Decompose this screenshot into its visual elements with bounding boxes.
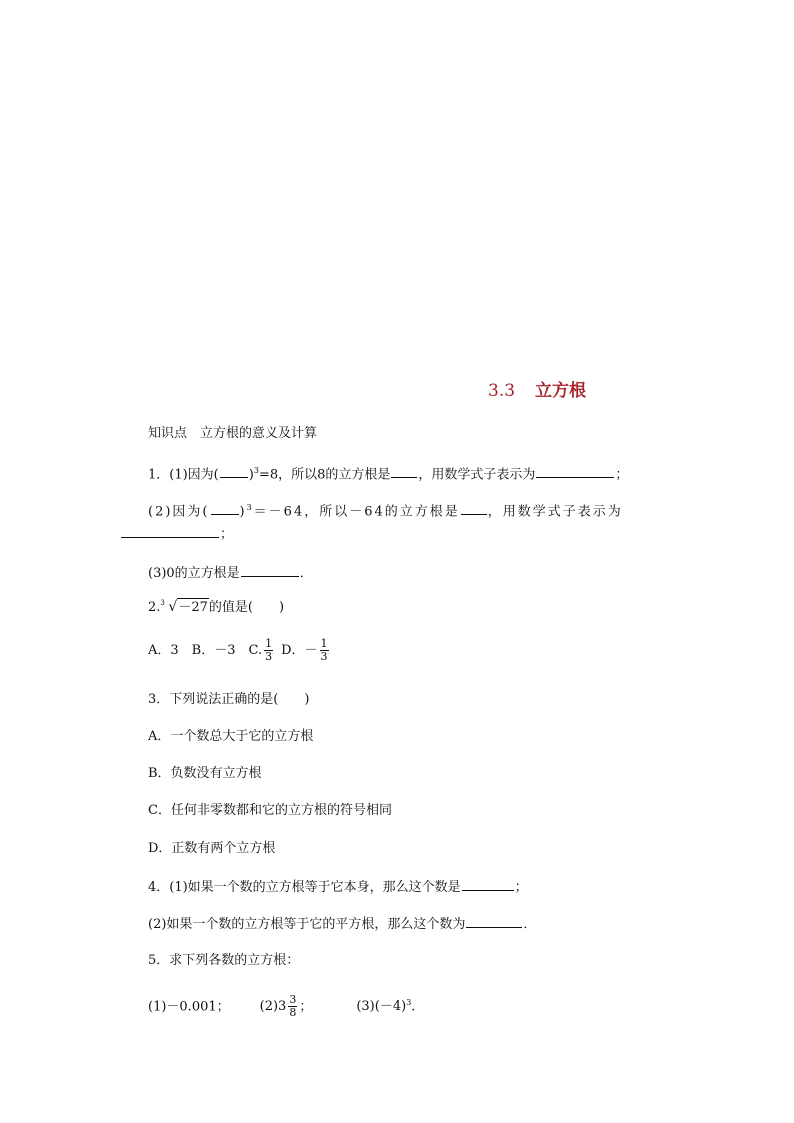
q3-option-b: B．负数没有立方根	[148, 766, 262, 781]
knowledge-point-heading: 知识点 立方根的意义及计算	[148, 426, 318, 441]
q1-p2-exponent: 3	[246, 503, 254, 512]
q1-p1-blank-2[interactable]	[391, 464, 417, 478]
q1-p3-text-a: (3)0的立方根是	[148, 566, 240, 581]
q1-part1	[148, 462, 628, 484]
q1-p2-text-a: (2)因为(	[148, 504, 210, 520]
q5-stem: 5．求下列各数的立方根：	[148, 953, 300, 968]
q1-p2-text-c: ＝－64，所以－64的立方根是	[253, 504, 460, 520]
q5-item-3-exponent: 3	[406, 998, 412, 1007]
fraction-denominator: 3	[320, 650, 328, 663]
q3-option-a: A．一个数总大于它的立方根	[148, 729, 314, 744]
q1-p1-exponent: 3	[253, 466, 259, 475]
q1-p2-text-b: )	[239, 504, 247, 520]
q4-p2-end: ．	[523, 917, 537, 932]
q1-p3-blank[interactable]	[241, 563, 299, 577]
q5-item-3-end: .	[411, 999, 416, 1015]
section-title-text: 立方根	[535, 381, 587, 401]
q3-option-c: C．任何非零数都和它的立方根的符号相同	[148, 803, 392, 818]
radical-sign-icon: √	[168, 599, 178, 615]
q5-item-3-text: (3)(－4)	[356, 999, 407, 1015]
q2-number: 2.	[148, 600, 161, 615]
q4-p2-blank[interactable]	[466, 914, 522, 928]
q1-p2-blank-1[interactable]	[211, 501, 239, 515]
q2-suffix: 的值是( )	[208, 600, 285, 615]
section-title	[488, 376, 586, 401]
q4-p2-text: (2)如果一个数的立方根等于它的平方根，那么这个数为	[148, 917, 466, 932]
q4-part2	[148, 914, 536, 934]
q1-p1-blank-1[interactable]	[220, 464, 248, 478]
q1-p3-text-b: ．	[299, 566, 313, 581]
q4-p1-text: 4．(1)如果一个数的立方根等于它本身，那么这个数是	[148, 880, 461, 895]
q5-item-1: (1)－0.001；	[148, 999, 230, 1015]
q3-stem: 3．下列说法正确的是( )	[148, 692, 310, 707]
q4-p1-end: ；	[514, 880, 528, 895]
q2-options-text: A．3 B．－3 C.	[148, 643, 263, 658]
q5-item-2-end: ；	[299, 999, 313, 1015]
root-index: 3	[160, 599, 165, 607]
q3-option-d: D．正数有两个立方根	[148, 841, 276, 856]
section-number: 3.3	[488, 381, 516, 401]
q2-option-d-text: D．－	[281, 643, 318, 658]
q1-p1-text-c: =8，所以8的立方根是	[258, 467, 391, 483]
q1-p1-text-e: ；	[615, 467, 629, 483]
q1-p1-text-a: 1．(1)因为(	[148, 467, 219, 483]
q2-options	[148, 636, 331, 666]
q5-item-2-fraction	[288, 994, 297, 1019]
q1-p1-text-d: ，用数学式子表示为	[418, 467, 536, 483]
fraction-numerator: 1	[320, 637, 328, 650]
q2-stem	[148, 598, 284, 617]
q1-p2-text-e: ；	[220, 527, 234, 542]
q1-p1-blank-3[interactable]	[536, 464, 614, 478]
q5-item-2-whole: (2)3	[259, 999, 287, 1015]
q1-p2-blank-3[interactable]	[121, 524, 219, 538]
q2-option-d-fraction	[320, 638, 329, 663]
fraction-denominator: 3	[265, 650, 273, 663]
q4-part1	[148, 877, 528, 897]
q1-p1-text-b: )	[248, 467, 254, 483]
q1-part2-continued	[120, 524, 233, 544]
q4-p1-blank[interactable]	[462, 877, 514, 891]
q5-items	[148, 988, 415, 1022]
q1-p2-text-d: ，用数学式子表示为	[487, 504, 623, 520]
fraction-numerator: 1	[265, 637, 273, 650]
q1-part2	[148, 499, 674, 521]
cube-root-expression	[160, 598, 208, 617]
fraction-denominator: 8	[289, 1006, 297, 1020]
q1-part3	[148, 563, 313, 583]
q1-p2-blank-2[interactable]	[461, 501, 487, 515]
fraction-numerator: 3	[289, 993, 297, 1007]
radicand: －27	[178, 600, 208, 615]
q2-option-c-fraction	[264, 638, 273, 663]
